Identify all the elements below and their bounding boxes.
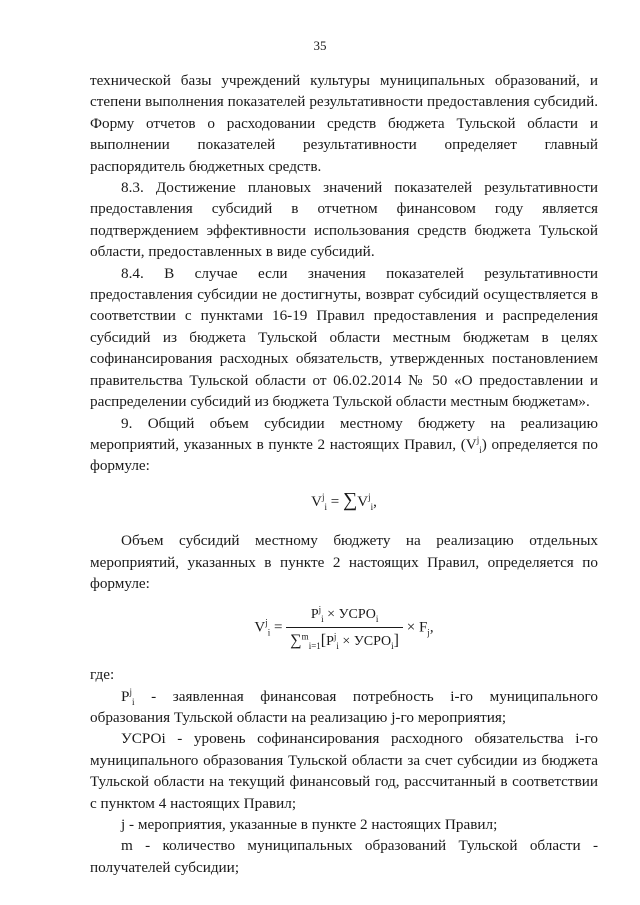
formula1-comma: ,	[373, 493, 377, 510]
formula2-lhs-sup: j	[265, 617, 268, 628]
v-subscript: i	[479, 444, 482, 455]
definition-m: m - количество муниципальных образований Тульской области - получателей субсидии;	[90, 837, 598, 876]
formula2-numerator	[286, 604, 403, 627]
formula-total-volume	[90, 488, 598, 513]
def-p-symbol: P	[121, 687, 130, 705]
formula1-lhs: V	[311, 493, 322, 510]
formula1-rhs: V	[357, 493, 369, 510]
formula2-denominator	[286, 628, 403, 652]
num-p-sup: j	[318, 604, 322, 615]
paragraph-continuation: технической базы учреждений культуры муниципальных образований, и степени выполнения показателей результативности предоставления субсидий. Форму отчетов о расходовании средств бюджета Тульской области и выполнении показателей результативности определяет главный распорядитель бюджетных средств.	[90, 72, 598, 175]
den-uspo-sub: i	[391, 640, 394, 651]
den-sum-sup: m	[301, 631, 309, 642]
formula-individual-volume	[90, 604, 598, 652]
paragraph-9-part-a: 9. Общий объем субсидии местному бюджету на реализацию мероприятий, указанных в пункте 2 настоящих Правил, (V	[90, 414, 598, 453]
paragraph-8-3: 8.3. Достижение плановых значений показателей результативности предоставления субсидий в отчетном финансовом году является подтверждением эффективности использования средств бюджета Тульской области, предоставленных в виде субсидий.	[90, 179, 598, 261]
definition-uspo: УСРОi - уровень софинансирования расходного обязательства i-го муниципального образования Тульской области за счет субсидии из бюджета Тульской области на текущий финансовый год, рассчитанный в соответствии с пунктом 4 настоящих Правил;	[90, 730, 598, 812]
num-p-sub: i	[321, 614, 324, 625]
formula2-times-f: × F	[402, 619, 428, 636]
den-close-bracket: ]	[393, 631, 399, 649]
num-p: P	[310, 607, 319, 623]
document-body	[90, 70, 598, 878]
num-uspo: × УСРО	[323, 607, 376, 623]
def-p-text: - заявленная финансовая потребность i-го муниципального образования Тульской области на реализацию j-го мероприятия;	[90, 687, 598, 726]
formula2-lhs: V	[254, 619, 266, 636]
definition-j: j - мероприятия, указанные в пункте 2 настоящих Правил;	[121, 816, 498, 833]
formula1-equals: =	[327, 493, 343, 510]
formula2-equals: =	[270, 619, 287, 636]
formula1-lhs-sub: i	[324, 501, 327, 512]
paragraph-9	[90, 413, 598, 477]
page-number: 35	[313, 38, 327, 53]
den-sum-sign: ∑	[290, 631, 302, 649]
formula2-f-sub: j	[427, 627, 430, 638]
where-label: где:	[90, 666, 115, 684]
formula1-lhs-sup: j	[321, 491, 325, 502]
den-p-sup: j	[333, 631, 337, 642]
formula2-comma: ,	[429, 619, 434, 636]
paragraph-volume-formula: Объем субсидий местному бюджету на реализацию отдельных мероприятий, указанных в пункте 2 настоящих Правил, определяется по формуле:	[90, 532, 598, 592]
def-p-sub: i	[131, 696, 135, 707]
formula2-lhs-sub: i	[267, 627, 271, 638]
formula1-sum-sign: ∑	[342, 488, 358, 511]
num-uspo-sub: i	[375, 614, 379, 625]
formula1-rhs-sub: i	[370, 501, 374, 512]
den-p: P	[326, 633, 334, 649]
den-p-sub: i	[336, 640, 339, 651]
formula2-fraction	[286, 604, 403, 652]
paragraph-9-part-b: ) определяется по формуле:	[90, 435, 598, 475]
def-p-sup: j	[129, 686, 132, 697]
definition-p	[90, 686, 598, 729]
den-sum-sub: i=1	[308, 640, 321, 651]
den-open-bracket: [	[320, 631, 327, 649]
den-uspo: × УСРО	[338, 633, 392, 649]
paragraph-8-4: 8.4. В случае если значения показателей результативности предоставления субсидии не достигнуты, возврат субсидий осуществляется в соответствии с пунктами 16-19 Правил предоставления и распределения субсидий из бюджета Тульской области местным бюджетам в целях софинансирования расходных обязательств, утвержденных постановлением правительства Тульской области от 06.02.2014 № 50 «О предоставлении и распределении субсидий из бюджета Тульской области местным бюджетам».	[90, 264, 598, 411]
v-superscript: j	[476, 434, 480, 445]
formula1-rhs-sup: j	[368, 491, 371, 502]
